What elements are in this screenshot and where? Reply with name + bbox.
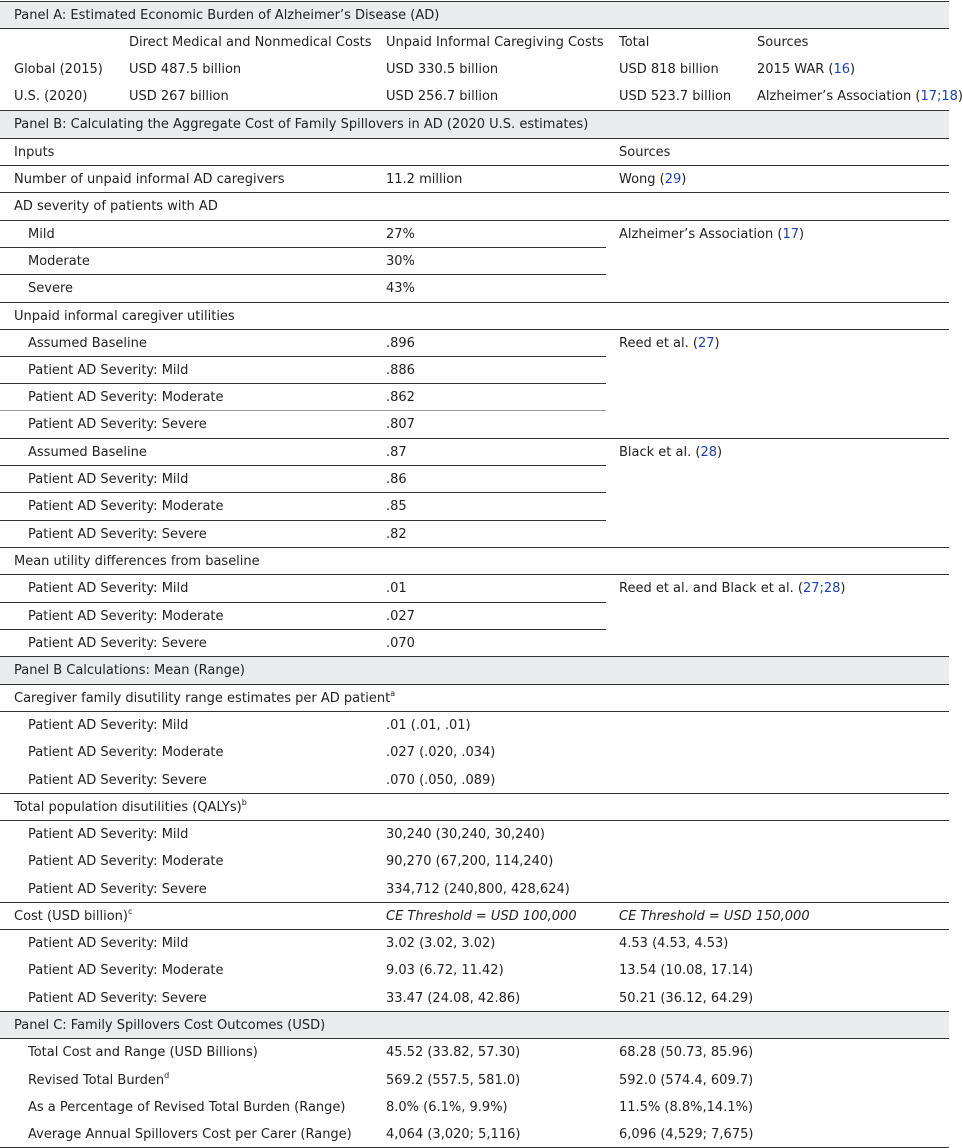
row-value: 90,270 (67,200, 114,240): [386, 854, 554, 869]
value-150k: 68.28 (50.73, 85.96): [619, 1045, 754, 1060]
value-100k: 9.03 (6.72, 11.42): [386, 963, 504, 978]
citation-link[interactable]: 27: [697, 336, 715, 351]
value-100k: 8.0% (6.1%, 9.9%): [386, 1100, 508, 1115]
row-label: Patient AD Severity: Mild: [28, 827, 189, 842]
row-divider: [0, 383, 606, 384]
row-divider: [0, 138, 949, 139]
row-divider: [0, 410, 606, 411]
severity-header-row: [0, 193, 949, 220]
col-header-unpaid: Unpaid Informal Caregiving Costs: [386, 35, 604, 50]
row-divider: [0, 356, 606, 357]
value-100k: 569.2 (557.5, 581.0): [386, 1073, 521, 1088]
row-divider: [0, 602, 606, 603]
row-label: Patient AD Severity: Severe: [28, 417, 207, 432]
row-value: .82: [386, 527, 407, 542]
row-label: As a Percentage of Revised Total Burden (Range): [28, 1100, 346, 1115]
black-row: [0, 466, 949, 493]
reed-row: [0, 330, 949, 357]
row-divider: [0, 520, 606, 521]
population-header-row: [0, 794, 949, 821]
row-divider: [0, 465, 606, 466]
row-divider: [0, 274, 606, 275]
row-label: Global (2015): [14, 62, 103, 77]
row-label: Severe: [28, 281, 73, 296]
cost-row: [0, 985, 949, 1012]
row-label: Patient AD Severity: Moderate: [28, 390, 224, 405]
row-label: Patient AD Severity: Severe: [28, 527, 207, 542]
row-label: Patient AD Severity: Mild: [28, 363, 189, 378]
row-divider: [0, 220, 949, 221]
row-divider: [0, 820, 949, 821]
source: Alzheimer’s Association (17): [619, 227, 805, 242]
citation-link[interactable]: 27;28: [802, 581, 841, 596]
row-divider: [0, 711, 949, 712]
section-header: Cost (USD billion)$^c$: [14, 906, 133, 924]
panel-b-title-row: [0, 111, 949, 138]
row-divider: [0, 247, 606, 248]
row-divider: [0, 438, 949, 439]
row-divider: [0, 793, 949, 794]
row-value: .027 (.020, .034): [386, 745, 496, 760]
panel-c-row: [0, 1039, 949, 1066]
value-150k: 4.53 (4.53, 4.53): [619, 936, 729, 951]
row-label: Patient AD Severity: Severe: [28, 991, 207, 1006]
black-row: [0, 521, 949, 548]
row-value: 30%: [386, 254, 415, 269]
disutility-row: [0, 767, 949, 794]
reed-row: [0, 411, 949, 438]
row-label: Patient AD Severity: Moderate: [28, 854, 224, 869]
source: Wong (29): [619, 172, 687, 187]
disutility-row: [0, 712, 949, 739]
row-label: U.S. (2020): [14, 89, 88, 104]
row-label: Patient AD Severity: Moderate: [28, 963, 224, 978]
row-label: Patient AD Severity: Mild: [28, 581, 189, 596]
footnote-marker: b: [241, 797, 247, 807]
black-row: [0, 439, 949, 466]
threshold-150-header: CE Threshold = USD 150,000: [619, 909, 810, 924]
population-row: [0, 821, 949, 848]
value-100k: 33.47 (24.08, 42.86): [386, 991, 521, 1006]
row-divider: [0, 165, 949, 166]
panel-c-row: [0, 1121, 949, 1148]
panel-a-title: Panel A: Estimated Economic Burden of Alzheimer’s Disease (AD): [14, 8, 440, 23]
disutility-row: [0, 739, 949, 766]
row-divider: [0, 574, 949, 575]
row-value: .01: [386, 581, 407, 596]
row-value: .01 (.01, .01): [386, 718, 471, 733]
row-label: Patient AD Severity: Severe: [28, 636, 207, 651]
row-value: .886: [386, 363, 415, 378]
row-label: Average Annual Spillovers Cost per Carer (Range): [28, 1127, 352, 1142]
row-value: 27%: [386, 227, 415, 242]
row-label: Assumed Baseline: [28, 445, 147, 460]
row-label: Number of unpaid informal AD caregivers: [14, 172, 285, 187]
row-label: Mild: [28, 227, 55, 242]
panel-a-row-us: [0, 83, 963, 110]
row-label: Patient AD Severity: Moderate: [28, 745, 224, 760]
row-divider: [0, 329, 949, 330]
source: Alzheimer’s Association (17;18): [757, 89, 963, 104]
disutility-header-row: [0, 685, 949, 712]
value-150k: 11.5% (8.8%,14.1%): [619, 1100, 754, 1115]
row-value: 11.2 million: [386, 172, 463, 187]
panel-c-row: [0, 1094, 949, 1121]
row-divider: [0, 110, 949, 111]
panel-a-title-row: [0, 2, 949, 29]
row-label: Patient AD Severity: Mild: [28, 718, 189, 733]
footnote-marker: c: [127, 906, 133, 916]
row-label: Patient AD Severity: Mild: [28, 472, 189, 487]
severity-row: [0, 248, 949, 275]
value-150k: 6,096 (4,529; 7,675): [619, 1127, 754, 1142]
sources-header: Sources: [619, 145, 671, 160]
row-divider: [0, 1038, 949, 1039]
population-row: [0, 848, 949, 875]
section-header: Caregiver family disutility range estimates per AD patient$^a$: [14, 688, 396, 706]
source: Black et al. (28): [619, 445, 723, 460]
row-divider: [0, 302, 949, 303]
mean-diff-row: [0, 575, 949, 602]
col-header-direct: Direct Medical and Nonmedical Costs: [129, 35, 372, 50]
section-header: Unpaid informal caregiver utilities: [14, 309, 235, 324]
panel-b-title: Panel B: Calculating the Aggregate Cost of Family Spillovers in AD (2020 U.S. estimates): [14, 117, 589, 132]
unpaid-cost: USD 330.5 billion: [386, 62, 499, 77]
citation-link[interactable]: 29: [664, 172, 682, 187]
row-value: .87: [386, 445, 407, 460]
source: 2015 WAR (16): [757, 62, 856, 77]
citation-link[interactable]: 28: [700, 445, 717, 460]
footnote-marker: a: [390, 688, 396, 698]
value-150k: 13.54 (10.08, 17.14): [619, 963, 754, 978]
total-cost: USD 818 billion: [619, 62, 719, 77]
row-value: .862: [386, 390, 415, 405]
row-label: Moderate: [28, 254, 90, 269]
reed-row: [0, 384, 949, 411]
row-divider: [0, 492, 606, 493]
severity-row: [0, 221, 949, 248]
table-top-rule: [0, 1, 949, 2]
total-cost: USD 523.7 billion: [619, 89, 732, 104]
row-label: Total Cost and Range (USD Billions): [28, 1045, 258, 1060]
source: Reed et al. (27): [619, 336, 720, 351]
row-divider: [0, 547, 949, 548]
row-value: .027: [386, 609, 415, 624]
row-value: 334,712 (240,800, 428,624): [386, 882, 570, 897]
row-divider: [0, 1011, 949, 1012]
citation-link[interactable]: 17: [782, 227, 799, 242]
row-value: 30,240 (30,240, 30,240): [386, 827, 546, 842]
row-value: .86: [386, 472, 407, 487]
row-value: .070 (.050, .089): [386, 773, 496, 788]
mean-diff-row: [0, 603, 949, 630]
panel-c-title-row: [0, 1012, 949, 1039]
citation-link[interactable]: 16: [833, 62, 851, 77]
row-divider: [0, 929, 949, 930]
source: Reed et al. and Black et al. (27;28): [619, 581, 846, 596]
row-label: Patient AD Severity: Moderate: [28, 609, 224, 624]
section-header: Total population disutilities (QALYs)$^b$: [14, 797, 247, 815]
footnote-marker: d: [164, 1070, 170, 1080]
value-150k: 50.21 (36.12, 64.29): [619, 991, 754, 1006]
row-divider: [0, 192, 949, 193]
direct-cost: USD 267 billion: [129, 89, 229, 104]
row-divider: [0, 656, 949, 657]
row-value: 43%: [386, 281, 415, 296]
row-label: Patient AD Severity: Severe: [28, 882, 207, 897]
black-row: [0, 493, 949, 520]
row-label: Patient AD Severity: Moderate: [28, 499, 224, 514]
col-header-total: Total: [619, 35, 650, 50]
row-divider: [0, 684, 949, 685]
section-header: Mean utility differences from baseline: [14, 554, 260, 569]
population-row: [0, 876, 949, 903]
row-value: .85: [386, 499, 407, 514]
panel-c-row: [0, 1067, 949, 1094]
panel-c-title: Panel C: Family Spillovers Cost Outcomes (USD): [14, 1018, 326, 1033]
value-100k: 45.52 (33.82, 57.30): [386, 1045, 521, 1060]
mean-diff-header-row: [0, 548, 949, 575]
unpaid-cost: USD 256.7 billion: [386, 89, 499, 104]
row-divider: [0, 28, 949, 29]
caregivers-row: [0, 166, 949, 193]
severity-row: [0, 275, 949, 302]
panel-a-row-global: [0, 56, 949, 83]
value-100k: 3.02 (3.02, 3.02): [386, 936, 496, 951]
row-divider: [0, 629, 606, 630]
calc-title: Panel B Calculations: Mean (Range): [14, 663, 245, 678]
reed-row: [0, 357, 949, 384]
row-label: Patient AD Severity: Mild: [28, 936, 189, 951]
row-label: Assumed Baseline: [28, 336, 147, 351]
row-value: .807: [386, 417, 415, 432]
panel-b-header-row: [0, 139, 949, 166]
cost-header-row: [0, 903, 949, 930]
utilities-header-row: [0, 303, 949, 330]
row-label: Revised Total Burden$^d$: [28, 1070, 170, 1088]
cost-row: [0, 930, 949, 957]
panel-a-header-row: [0, 29, 949, 56]
value-100k: 4,064 (3,020; 5,116): [386, 1127, 521, 1142]
row-label: Patient AD Severity: Severe: [28, 773, 207, 788]
col-header-sources: Sources: [757, 35, 809, 50]
threshold-100-header: CE Threshold = USD 100,000: [386, 909, 577, 924]
direct-cost: USD 487.5 billion: [129, 62, 242, 77]
row-value: .896: [386, 336, 415, 351]
section-header: AD severity of patients with AD: [14, 199, 218, 214]
mean-diff-row: [0, 630, 949, 657]
row-value: .070: [386, 636, 415, 651]
value-150k: 592.0 (574.4, 609.7): [619, 1073, 754, 1088]
calc-title-row: [0, 657, 949, 684]
row-divider: [0, 902, 949, 903]
inputs-header: Inputs: [14, 145, 55, 160]
citation-link[interactable]: 17;18: [920, 89, 958, 104]
cost-row: [0, 957, 949, 984]
